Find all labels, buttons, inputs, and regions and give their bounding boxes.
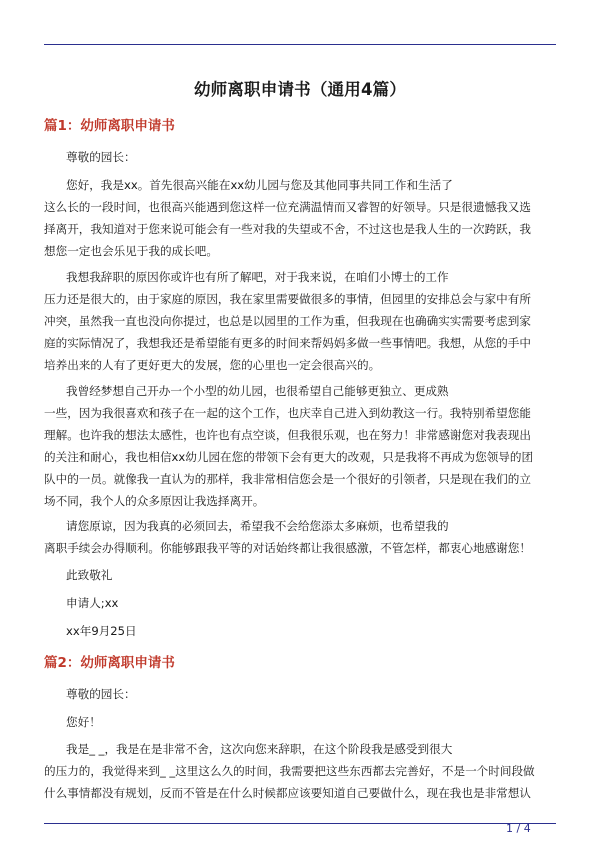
s1-para3-line5: 队中的一员。就像我一直认为的那样，我非常相信您会是一个很好的引领者，只是现在我们的立 bbox=[44, 472, 531, 486]
section-1-heading: 篇1：幼师离职申请书 bbox=[44, 118, 175, 134]
s1-para1-line4: 想您一定也会乐见于我的成长吧。 bbox=[44, 244, 218, 258]
s1-para3-line3: 理解。也许我的想法太感性，也许也有点空谈，但我很乐观，也在努力！非常感谢您对我表现出 bbox=[44, 428, 531, 442]
s1-signer: 申请人;xx bbox=[66, 596, 119, 610]
s1-para2-line4: 庭的实际情况了，我想我还是希望能有更多的时间来帮妈妈多做一些事情吧。我想，从您的手中 bbox=[44, 336, 531, 350]
s2-para1-line3: 什么事情都没有规划，反而不管是在什么时候都应该要知道自己要做什么，现在我也是非常想认 bbox=[44, 786, 531, 800]
s1-date: xx年9月25日 bbox=[66, 624, 137, 638]
section-2-hello: 您好！ bbox=[66, 715, 101, 729]
s1-para3-line4: 的关注和耐心，我也相信xx幼儿园在您的带领下会有更大的改观，只是我将不再成为您领导的团 bbox=[44, 450, 534, 464]
section-1-greeting: 尊敬的园长： bbox=[66, 150, 136, 164]
s1-closing: 此致敬礼 bbox=[66, 568, 113, 582]
header-rule bbox=[44, 44, 556, 45]
s1-para1-line3: 择离开，我知道对于您来说可能会有一些对我的失望或不舍，不过这也是我人生的一次跨跃，我 bbox=[44, 222, 531, 236]
document-title: 幼师离职申请书（通用4篇） bbox=[193, 80, 407, 99]
s1-para1-line2: 这么长的一段时间，也很高兴能遇到您这样一位充满温情而又睿智的好领导。只是很遗憾我又选 bbox=[44, 200, 531, 214]
s1-para2-line5: 培养出来的人有了更好更大的发展，您的心里也一定会很高兴的。 bbox=[44, 358, 381, 372]
s1-para2-line2: 压力还是很大的，由于家庭的原因，我在家里需要做很多的事情，但园里的安排总会与家中有所 bbox=[44, 292, 531, 306]
s2-para1-line2: 的压力的，我觉得来到_ _这里这么久的时间，我需要把这些东西都去完善好，不是一个时间段做 bbox=[44, 764, 535, 778]
s1-para4-line1: 请您原谅，因为我真的必须回去，希望我不会给您添太多麻烦，也希望我的 bbox=[66, 519, 449, 533]
page-number: 1 / 4 bbox=[506, 822, 531, 835]
s1-para2-line3: 冲突，虽然我一直也没向你提过，也总是以园里的工作为重，但我现在也确确实实需要考虑到家 bbox=[44, 314, 531, 328]
footer-rule bbox=[44, 823, 556, 824]
s1-para2-line1: 我想我辞职的原因你或许也有所了解吧，对于我来说，在咱们小博士的工作 bbox=[66, 270, 449, 284]
s1-para3-line6: 场不同，我个人的众多原因让我选择离开。 bbox=[44, 494, 265, 508]
section-2-heading: 篇2：幼师离职申请书 bbox=[44, 655, 175, 671]
section-2-greeting: 尊敬的园长： bbox=[66, 687, 136, 701]
s2-para1-line1: 我是_ _，我是在是非常不舍，这次向您来辞职，在这个阶段我是感受到很大 bbox=[66, 742, 453, 756]
s1-para1-line1: 您好，我是xx。首先很高兴能在xx幼儿园与您及其他同事共同工作和生活了 bbox=[66, 178, 453, 192]
s1-para4-line2: 离职手续会办得顺利。你能够跟我平等的对话始终都让我很感激，不管怎样，都衷心地感谢您！ bbox=[44, 541, 531, 555]
s1-para3-line2: 一些，因为我很喜欢和孩子在一起的这个工作，也庆幸自己进入到幼教这一行。我特别希望您能 bbox=[44, 406, 531, 420]
s1-para3-line1: 我曾经梦想自己开办一个小型的幼儿园，也很希望自己能够更独立、更成熟 bbox=[66, 384, 449, 398]
